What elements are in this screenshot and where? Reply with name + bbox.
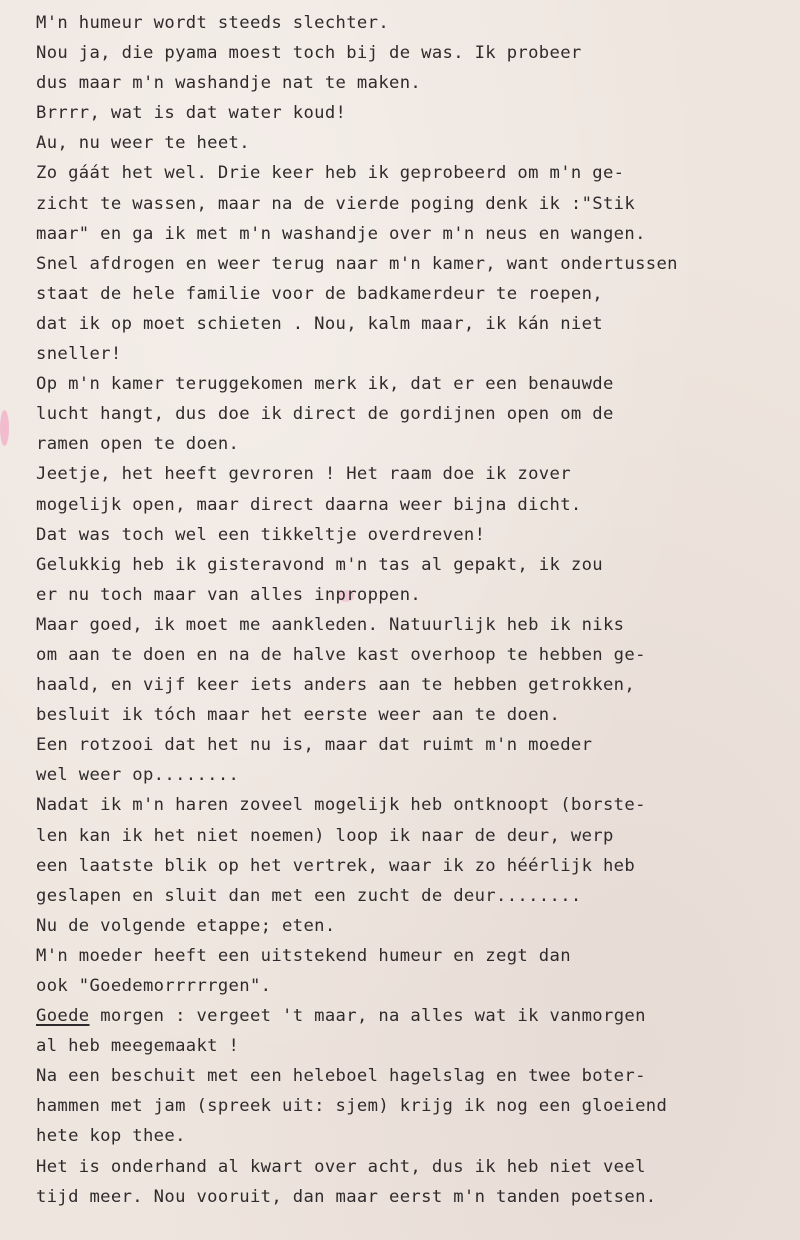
text-line: geslapen en sluit dan met een zucht de deur........ [36, 885, 582, 906]
text-line: M'n humeur wordt steeds slechter. [36, 13, 390, 33]
text-line: Jeetje, het heeft gevroren ! Het raam doe ik zover [36, 464, 571, 485]
underlined-word: Goede [36, 1006, 90, 1027]
text-line: lucht hangt, dus doe ik direct de gordijnen open om de [36, 404, 614, 425]
text-line: Maar goed, ik moet me aankleden. Natuurlijk heb ik niks [36, 614, 625, 635]
text-line: maar" en ga ik met m'n washandje over m'n neus en wangen. [36, 223, 646, 244]
typed-text-block [36, 8, 796, 1212]
text-line: hete kop thee. [36, 1126, 186, 1147]
text-line: wel weer op........ [36, 765, 240, 786]
text-line: Na een beschuit met een heleboel hagelslag en twee boter- [36, 1066, 646, 1087]
text-line: Nadat ik m'n haren zoveel mogelijk heb ontknoopt (borste- [36, 795, 646, 816]
text-line: ook "Goedemorrrrrgen". [36, 976, 272, 996]
text-line: Op m'n kamer teruggekomen merk ik, dat er een benauwde [36, 374, 614, 395]
text-line: een laatste blik op het vertrek, waar ik zo héérlijk heb [36, 855, 636, 876]
text-line: Snel afdrogen en weer terug naar m'n kamer, want ondertussen [36, 253, 678, 274]
text-line: al heb meegemaakt ! [36, 1036, 240, 1057]
text-line-with-underline [36, 1001, 796, 1031]
text-line: Dat was toch wel een tikkeltje overdreven! [36, 524, 486, 545]
text-line: staat de hele familie voor de badkamerdeur te roepen, [36, 283, 603, 304]
text-line: len kan ik het niet noemen) loop ik naar de deur, werp [36, 825, 614, 846]
text-line: haald, en vijf keer iets anders aan te hebben getrokken, [36, 675, 636, 696]
text-line: ramen open te doen. [36, 434, 240, 455]
text-line: hammen met jam (spreek uit: sjem) krijg ik nog een gloeiend [36, 1096, 668, 1117]
text-line: Het is onderhand al kwart over acht, dus ik heb niet veel [36, 1156, 646, 1177]
text-line: er nu toch maar van alles inproppen. [36, 584, 422, 605]
text-line: Nu de volgende etappe; eten. [36, 915, 336, 936]
pink-ink-smudge [0, 410, 9, 446]
text-line: mogelijk open, maar direct daarna weer bijna dicht. [36, 494, 582, 515]
text-line: tijd meer. Nou vooruit, dan maar eerst m'n tanden poetsen. [36, 1186, 657, 1207]
text-line: Een rotzooi dat het nu is, maar dat ruimt m'n moeder [36, 735, 593, 756]
text-line: om aan te doen en na de halve kast overhoop te hebben ge- [36, 644, 646, 665]
text-line: sneller! [36, 344, 122, 365]
text-line: Gelukkig heb ik gisteravond m'n tas al gepakt, ik zou [36, 554, 603, 575]
text-line: Nou ja, die pyama moest toch bij de was. Ik probeer [36, 43, 582, 64]
text-line: zicht te wassen, maar na de vierde poging denk ik :"Stik [36, 193, 636, 214]
text-line: Au, nu weer te heet. [36, 133, 250, 154]
text-line: Brrrr, wat is dat water koud! [36, 103, 347, 124]
text-line-remainder: morgen : vergeet 't maar, na alles wat ik vanmorgen [89, 1006, 646, 1027]
text-line: M'n moeder heeft een uitstekend humeur en zegt dan [36, 945, 571, 966]
text-line: besluit ik tóch maar het eerste weer aan te doen. [36, 705, 561, 726]
text-line: dat ik op moet schieten . Nou, kalm maar, ik kán niet [36, 313, 603, 334]
text-line: Zo gáát het wel. Drie keer heb ik geprobeerd om m'n ge- [36, 163, 625, 184]
text-line: dus maar m'n washandje nat te maken. [36, 73, 422, 94]
